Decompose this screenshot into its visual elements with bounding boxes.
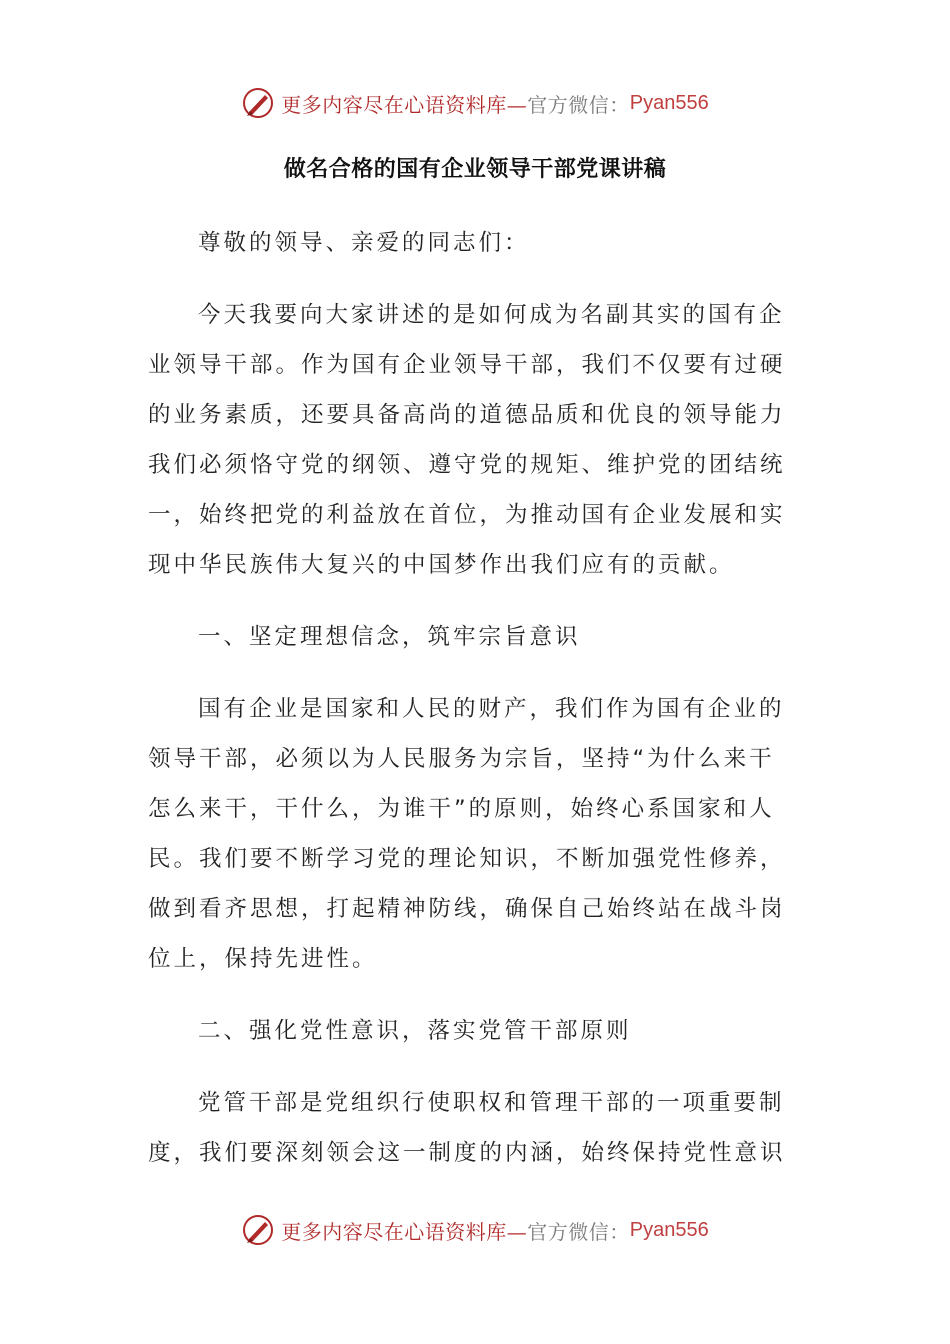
paragraph-line: 二、强化党性意识，落实党管干部原则: [198, 1018, 632, 1044]
document-title: 做名合格的国有企业领导干部党课讲稿: [283, 157, 667, 182]
brand-text: 更多内容尽在心语资料库—: [281, 92, 528, 117]
paragraph-line: 怎么来干，干什么，为谁干”的原则，始终心系国家和人: [148, 796, 775, 822]
wechat-label: 官方微信：: [527, 92, 630, 117]
paragraph-line: 我们必须恪守党的纲领、遵守党的规矩、维护党的团结统: [148, 452, 786, 478]
footer-watermark: [0, 1205, 950, 1255]
wechat-id: Pyan556: [629, 1218, 709, 1241]
brand-text: 更多内容尽在心语资料库—: [281, 1219, 528, 1244]
wechat-label: 官方微信：: [527, 1219, 630, 1244]
paragraph-line: 党管干部是党组织行使职权和管理干部的一项重要制: [198, 1090, 785, 1116]
paragraph-line: 一，始终把党的利益放在首位，为推动国有企业发展和实: [148, 502, 786, 528]
wechat-id: Pyan556: [629, 91, 709, 114]
paragraph-line: 做到看齐思想，打起精神防线，确保自己始终站在战斗岗: [148, 896, 786, 922]
header-watermark: [0, 78, 950, 128]
paragraph-line: 领导干部，必须以为人民服务为宗旨，坚持“为什么来干: [148, 746, 775, 772]
paragraph-line: 业领导干部。作为国有企业领导干部，我们不仅要有过硬: [148, 352, 786, 378]
document-body: [148, 218, 808, 1200]
paragraph-line: 现中华民族伟大复兴的中国梦作出我们应有的贡献。: [148, 552, 735, 578]
paragraph-line: 位上，保持先进性。: [148, 946, 378, 972]
paragraph-line: 度，我们要深刻领会这一制度的内涵，始终保持党性意识: [148, 1140, 786, 1166]
paragraph: [148, 684, 808, 984]
paragraph-line: 一、坚定理想信念，筑牢宗旨意识: [198, 624, 581, 650]
pen-logo-icon: [241, 1213, 275, 1247]
paragraph-line: 今天我要向大家讲述的是如何成为名副其实的国有企: [198, 302, 785, 328]
paragraph: [148, 1078, 808, 1178]
pen-logo-icon: [241, 86, 275, 120]
paragraph-line: 民。我们要不断学习党的理论知识，不断加强党性修养，: [148, 846, 786, 872]
paragraph-line: 的业务素质，还要具备高尚的道德品质和优良的领导能力: [148, 402, 786, 428]
paragraph: [148, 218, 808, 268]
paragraph: [148, 1006, 808, 1056]
paragraph-line: 尊敬的领导、亲爱的同志们：: [198, 230, 530, 256]
paragraph: [148, 290, 808, 590]
paragraph-line: 国有企业是国家和人民的财产，我们作为国有企业的: [198, 696, 785, 722]
paragraph: [148, 612, 808, 662]
